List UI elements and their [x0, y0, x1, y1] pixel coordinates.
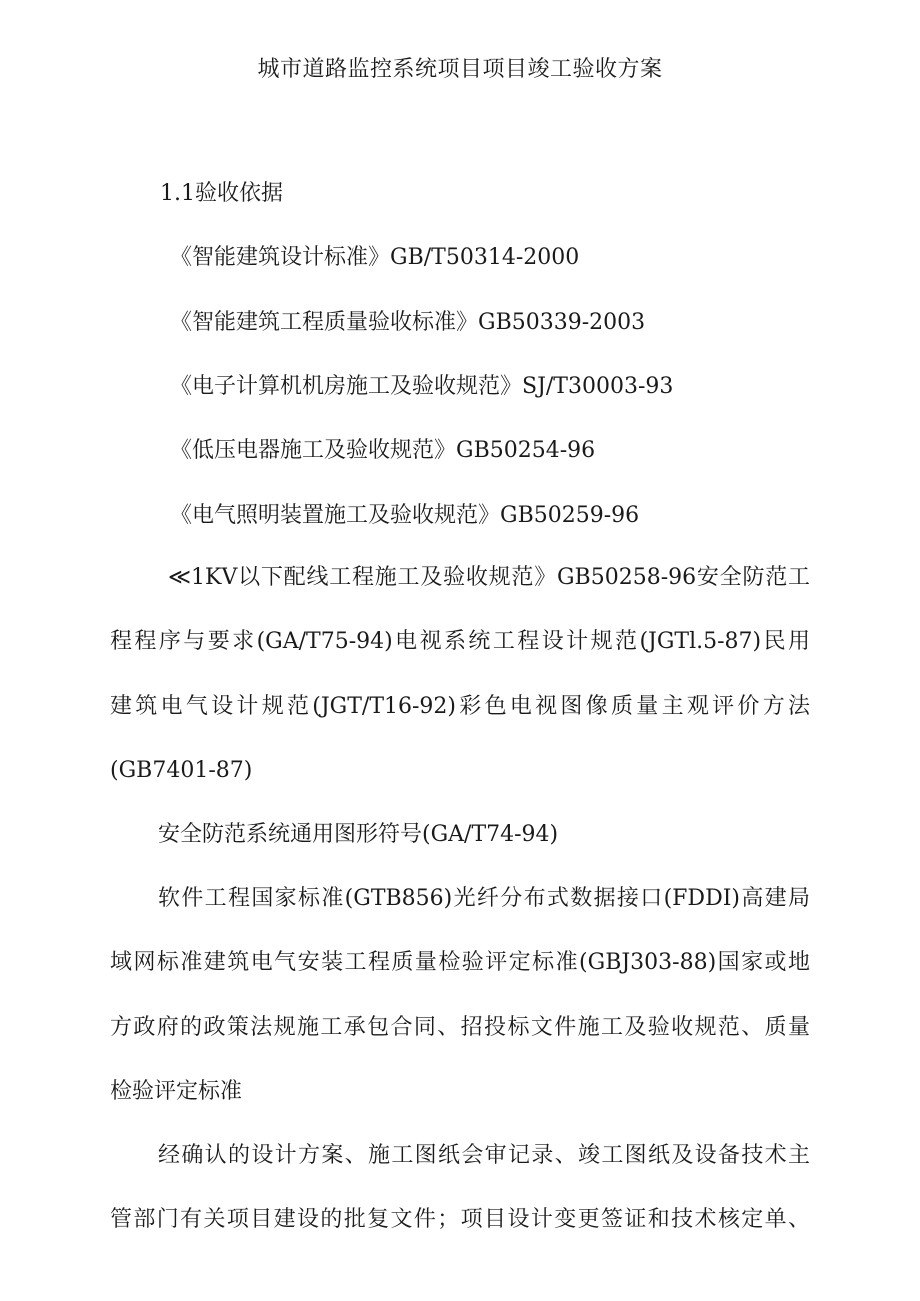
standard-item: 《电气照明装置施工及验收规范》GB50259-96 [170, 503, 640, 528]
paragraph-line: 域网标准建筑电气安装工程质量检验评定标准(GBJ303-88)国家或地 [110, 950, 810, 976]
standard-item: 《低压电器施工及验收规范》GB50254-96 [170, 438, 596, 463]
document-title: 城市道路监控系统项目项目竣工验收方案 [257, 57, 663, 82]
standard-item: 《电子计算机机房施工及验收规范》SJ/T30003-93 [170, 374, 674, 399]
standard-item: 《智能建筑工程质量验收标准》GB50339-2003 [170, 310, 646, 335]
paragraph-line: 软件工程国家标准(GTB856)光纤分布式数据接口(FDDI)高建局 [158, 886, 810, 911]
paragraph-line: 检验评定标准 [110, 1078, 243, 1104]
paragraph-symbols [110, 819, 810, 883]
paragraph-line: 管部门有关项目建设的批复文件；项目设计变更签证和技术核定单、 [110, 1207, 810, 1233]
paragraph-software-standards [110, 883, 810, 1140]
section-heading: 1.1验收依据 [160, 181, 283, 206]
paragraph-line: (GB7401-87) [110, 757, 253, 783]
paragraph-approval-documents [110, 1140, 810, 1269]
paragraph-line: 经确认的设计方案、施工图纸会审记录、竣工图纸及设备技术主 [158, 1143, 810, 1168]
paragraph-line: 方政府的政策法规施工承包合同、招投标文件施工及验收规范、质量 [110, 1014, 810, 1040]
paragraph-standards-list [110, 562, 810, 819]
paragraph-line: 程程序与要求(GA/T75-94)电视系统工程设计规范(JGTl.5-87)民用 [110, 629, 810, 655]
paragraph-line: ≪1KV以下配线工程施工及验收规范》GB50258-96安全防范工 [168, 565, 810, 590]
paragraph-line: 建筑电气设计规范(JGT/T16-92)彩色电视图像质量主观评价方法 [110, 693, 810, 719]
standard-item: 《智能建筑设计标准》GB/T50314-2000 [170, 245, 580, 270]
paragraph-line: 安全防范系统通用图形符号(GA/T74-94) [158, 822, 559, 847]
